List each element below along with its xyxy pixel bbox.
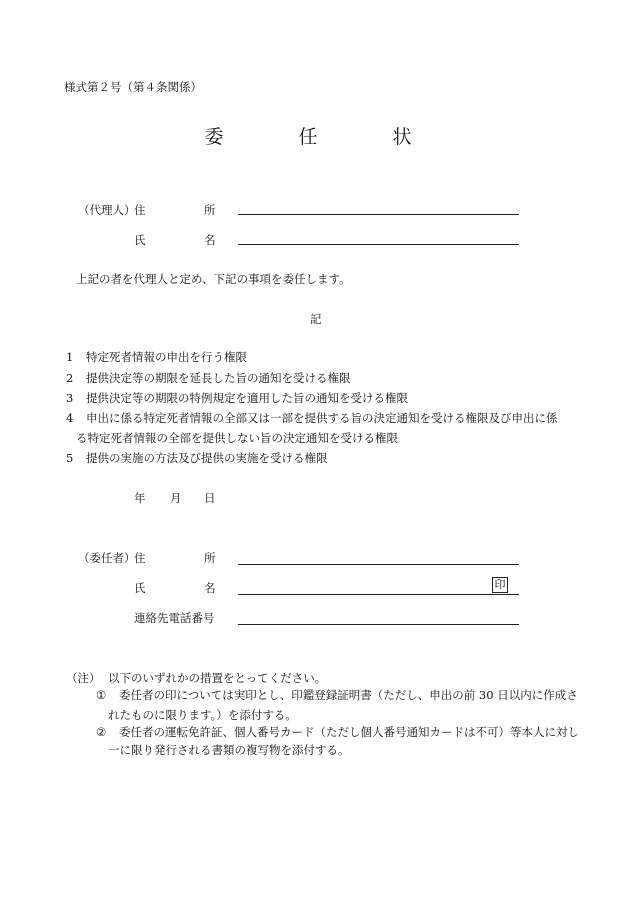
note-2-line-2: 一に限り発行される書類の複写物を添付する。 xyxy=(108,743,350,757)
item-text: 申出に係る特定死者情報の全部又は一部を提供する旨の決定通知を受ける権限及び申出に係 xyxy=(86,411,558,425)
date-year-label: 年 xyxy=(134,491,146,505)
agent-address-label-2: 所 xyxy=(204,203,216,217)
note-2-mark: ② xyxy=(96,725,107,739)
item-number: 5 xyxy=(66,451,74,465)
agent-name-label-1: 氏 xyxy=(134,233,146,247)
principal-phone-line[interactable] xyxy=(238,624,519,625)
agent-name-label-2: 名 xyxy=(204,233,216,247)
item-text: 提供決定等の期限を延長した旨の通知を受ける権限 xyxy=(86,371,351,385)
date-month-label: 月 xyxy=(170,491,182,505)
form-number-label: 様式第２号（第４条関係） xyxy=(64,80,202,94)
item-number: 3 xyxy=(66,391,74,405)
principal-address-label-1: 住 xyxy=(134,551,146,565)
agent-address-label-1: 住 xyxy=(134,203,146,217)
intro-text: 上記の者を代理人と定め、下記の事項を委任します。 xyxy=(76,272,351,286)
agent-name-line[interactable] xyxy=(238,244,519,245)
principal-name-label-1: 氏 xyxy=(134,581,146,595)
item-text: 提供の実施の方法及び提供の実施を受ける権限 xyxy=(86,451,328,465)
principal-address-label-2: 所 xyxy=(204,551,216,565)
seal-mark: 印 xyxy=(492,577,508,593)
item-number: 1 xyxy=(66,350,74,364)
agent-address-line[interactable] xyxy=(238,214,519,215)
document-title: 委 任 状 xyxy=(204,126,440,148)
principal-address-line[interactable] xyxy=(238,564,519,565)
principal-role-label: （委任者） xyxy=(78,551,136,565)
principal-name-label-2: 名 xyxy=(204,581,216,595)
note-2-line-1: 委任者の運転免許証、個人番号カード（ただし個人番号通知カードは不可）等本人に対し xyxy=(119,725,579,739)
item-text-continued: る特定死者情報の全部を提供しない旨の決定通知を受ける権限 xyxy=(76,431,398,445)
date-day-label: 日 xyxy=(204,491,216,505)
item-number: 4 xyxy=(66,411,74,425)
item-text: 特定死者情報の申出を行う権限 xyxy=(86,350,247,364)
item-text: 提供決定等の期限の特例規定を適用した旨の通知を受ける権限 xyxy=(86,391,408,405)
note-1-mark: ① xyxy=(96,688,107,702)
notes-lead: 以下のいずれかの措置をとってください。 xyxy=(108,671,327,685)
principal-name-line[interactable] xyxy=(238,594,519,595)
item-number: 2 xyxy=(66,371,74,385)
ki-heading: 記 xyxy=(310,312,322,326)
notes-label: （注） xyxy=(66,671,101,685)
note-1-line-1: 委任者の印については実印とし、印鑑登録証明書（ただし、申出の前 30 日以内に作成さ xyxy=(119,688,578,702)
agent-role-label: （代理人） xyxy=(78,203,136,217)
note-1-line-2: れたものに限ります。）を添付する。 xyxy=(108,708,297,722)
principal-phone-label: 連絡先電話番号 xyxy=(134,611,215,625)
